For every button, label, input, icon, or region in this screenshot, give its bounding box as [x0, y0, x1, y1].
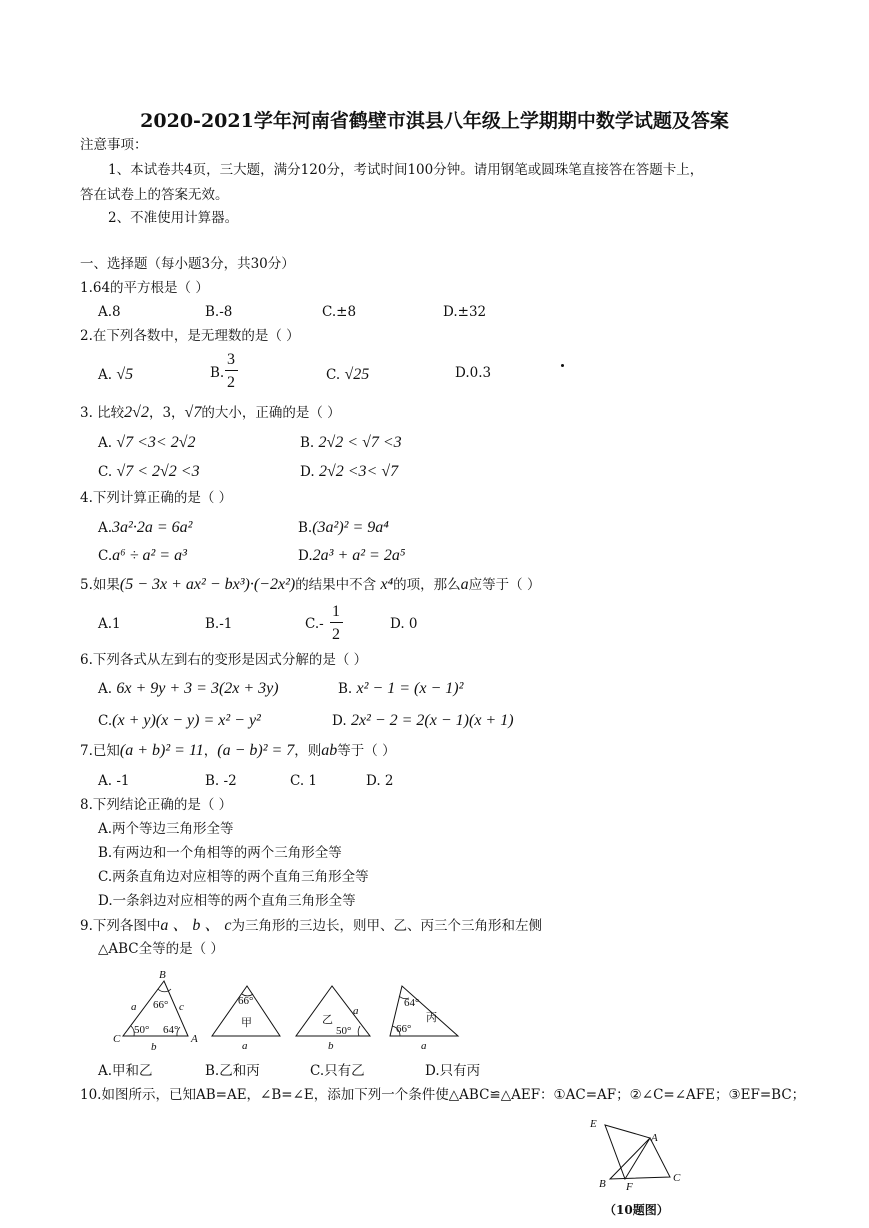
q9-option-b: B.乙和丙 [205, 1063, 260, 1079]
q1-option-d: D.±32 [443, 304, 487, 320]
notice-item-2: 2、不准使用计算器。 [108, 210, 239, 226]
q1-stem: 1.64的平方根是（ ） [80, 280, 209, 296]
q6-option-b: B. x² − 1 = (x − 1)² [338, 680, 464, 697]
point-e: E [590, 1118, 597, 1130]
label-c-vertex: C [113, 1033, 121, 1045]
q8-option-c: C.两条直角边对应相等的两个直角三角形全等 [98, 869, 369, 885]
q8-option-b: B.有两边和一个角相等的两个三角形全等 [98, 845, 342, 861]
q5-option-a: A.1 [98, 616, 121, 632]
yi-angle: 50° [336, 1025, 352, 1037]
q9-stem: 9.下列各图中a 、 b 、 c为三角形的三边长，则甲、乙、丙三个三角形和左侧 [80, 917, 542, 934]
q6-option-a: A. 6x + 9y + 3 = 3(2x + 3y) [98, 680, 279, 697]
q5-option-d: D. 0 [390, 616, 418, 632]
jia-name: 甲 [241, 1017, 252, 1029]
section-heading: 一、选择题（每小题3分，共30分） [80, 256, 295, 272]
q9-option-a: A.甲和乙 [98, 1063, 153, 1079]
q5-stem: 5.如果(5 − 3x + ax² − bx³)·(−2x²)的结果中不含 x⁴的项，那么a应等于（ ） [80, 576, 541, 593]
q7-option-a: A. -1 [98, 773, 130, 789]
q5-fraction-bar [330, 622, 343, 623]
q5-option-c-denominator: 2 [332, 626, 340, 643]
point-a: A [651, 1132, 658, 1144]
q5-option-c-numerator: 1 [332, 603, 340, 620]
q4-stem: 4.下列计算正确的是（ ） [80, 490, 233, 506]
q6-stem: 6.下列各式从左到右的变形是因式分解的是（ ） [80, 652, 368, 668]
q2-fraction-bar [225, 370, 238, 371]
q9-option-c: C.只有乙 [310, 1063, 365, 1079]
q4-option-c: C.a⁶ ÷ a² = a³ [98, 547, 187, 564]
label-b-vertex: B [159, 969, 166, 981]
yi-side-a: a [353, 1005, 359, 1017]
q7-option-b: B. -2 [205, 773, 237, 789]
q1-option-c: C.±8 [322, 304, 357, 320]
stray-dot [561, 364, 564, 367]
q4-option-a: A.3a²·2a = 6a² [98, 519, 193, 536]
bing-angle-1: 64° [404, 997, 420, 1009]
notice-item-1: 1、本试卷共4页，三大题，满分120分，考试时间100分钟。请用钢笔或圆珠笔直接答在答题卡上， [108, 162, 704, 178]
q7-option-c: C. 1 [290, 773, 318, 789]
page-title: 2020-2021学年河南省鹤壁市淇县八年级上学期期中数学试题及答案 [140, 110, 729, 132]
label-side-a: a [131, 1001, 137, 1013]
q2-option-b-denominator: 2 [227, 374, 235, 391]
bing-name: 丙 [426, 1012, 437, 1024]
q9-stem-cont: △ABC全等的是（ ） [98, 941, 224, 957]
jia-angle: 66° [238, 995, 254, 1007]
q7-option-d: D. 2 [366, 773, 394, 789]
q4-option-b: B.(3a²)² = 9a⁴ [298, 519, 389, 536]
label-a-vertex: A [191, 1033, 198, 1045]
q3-stem: 3. 比较2√2，3，√7的大小，正确的是（ ） [80, 404, 341, 421]
label-side-c: c [179, 1001, 184, 1013]
q10-figure [585, 1115, 695, 1195]
abc-angle-b: 66° [153, 999, 169, 1011]
q3-option-a: A. √7 <3< 2√2 [98, 434, 196, 451]
q3-option-b: B. 2√2 < √7 <3 [300, 434, 402, 451]
notice-heading: 注意事项： [80, 137, 148, 153]
q1-option-a: A.8 [98, 304, 121, 320]
q10-stem: 10.如图所示，已知AB=AE，∠B=∠E，添加下列一个条件使△ABC≌△AEF：①AC=AF；②∠C=∠AFE；③EF=BC； [80, 1087, 806, 1103]
q9-triangles-figure [100, 966, 480, 1056]
point-c: C [673, 1172, 681, 1184]
q2-option-c: C. √25 [326, 366, 370, 383]
notice-item-1-cont: 答在试卷上的答案无效。 [80, 187, 229, 203]
q2-option-b-numerator: 3 [227, 351, 235, 368]
abc-angle-a: 64° [163, 1024, 179, 1036]
q6-option-c: C.(x + y)(x − y) = x² − y² [98, 712, 261, 729]
triangle-abc-2 [610, 1138, 670, 1179]
bing-angle-2: 66° [396, 1023, 412, 1035]
q5-option-c: C.- [305, 616, 324, 632]
q2-option-a: A. √5 [98, 366, 134, 383]
q10-figure-caption: （10题图） [604, 1203, 669, 1217]
point-b: B [599, 1178, 606, 1190]
q8-option-a: A.两个等边三角形全等 [98, 821, 234, 837]
q1-option-b: B.-8 [205, 304, 233, 320]
point-f: F [626, 1181, 633, 1193]
q9-option-d: D.只有丙 [425, 1063, 481, 1079]
q8-stem: 8.下列结论正确的是（ ） [80, 797, 233, 813]
q2-option-b: B. [210, 365, 225, 381]
q3-option-d: D. 2√2 <3< √7 [300, 463, 399, 480]
abc-angle-c: 50° [134, 1024, 150, 1036]
yi-side-b: b [328, 1040, 334, 1052]
q5-option-b: B.-1 [205, 616, 233, 632]
q3-option-c: C. √7 < 2√2 <3 [98, 463, 200, 480]
q8-option-d: D.一条斜边对应相等的两个直角三角形全等 [98, 893, 356, 909]
q2-stem: 2.在下列各数中，是无理数的是（ ） [80, 328, 300, 344]
jia-side-a: a [242, 1040, 248, 1052]
yi-name: 乙 [322, 1014, 333, 1026]
label-side-b: b [151, 1041, 157, 1053]
q7-stem: 7.已知(a + b)² = 11，(a − b)² = 7，则ab等于（ ） [80, 742, 396, 759]
q6-option-d: D. 2x² − 2 = 2(x − 1)(x + 1) [332, 712, 514, 729]
triangle-aef [605, 1125, 650, 1179]
bing-side-a: a [421, 1040, 427, 1052]
q2-option-d: D.0.3 [455, 365, 492, 381]
q4-option-d: D.2a³ + a² = 2a⁵ [298, 547, 406, 564]
